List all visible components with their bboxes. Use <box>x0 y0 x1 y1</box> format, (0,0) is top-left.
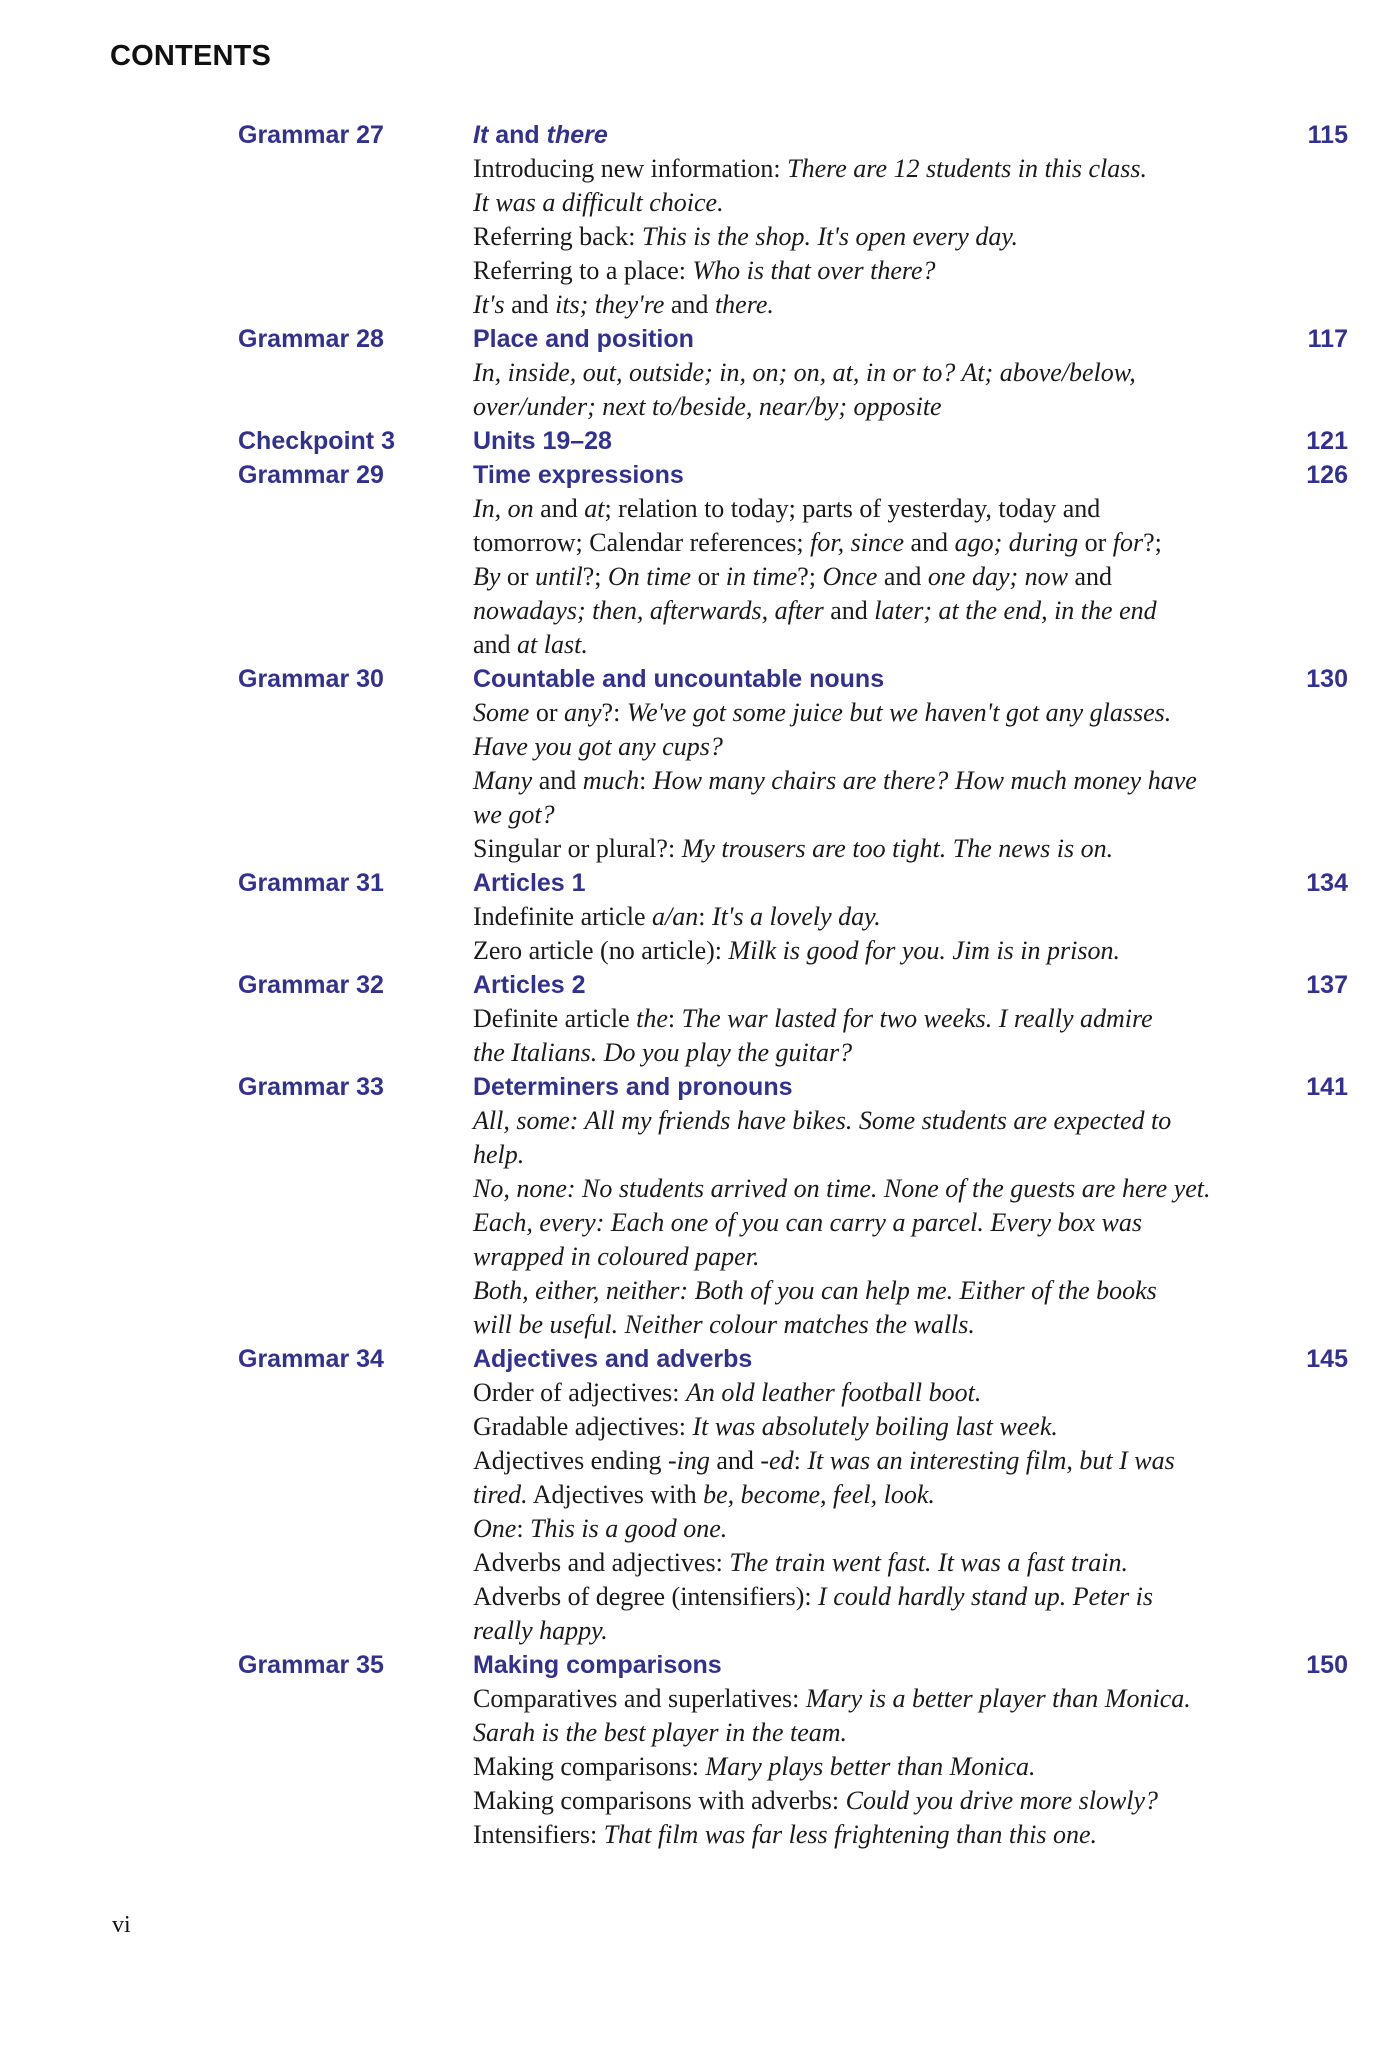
unit-label: Grammar 27 <box>238 121 384 149</box>
description-line <box>473 1036 1288 1070</box>
description-line <box>473 798 1288 832</box>
example-text: in time <box>725 562 798 591</box>
description-text: and <box>532 766 583 795</box>
description-line <box>473 220 1288 254</box>
example-text: really happy. <box>473 1616 608 1645</box>
toc-entry <box>238 662 1348 866</box>
example-text: we got? <box>473 800 555 829</box>
description-line <box>473 1104 1288 1138</box>
description-line <box>473 390 1288 424</box>
page-number-ref: 130 <box>1306 665 1348 693</box>
description-text: : <box>516 1514 531 1543</box>
description-line <box>473 186 1288 220</box>
description-text: Adverbs and adjectives: <box>473 1548 730 1577</box>
description-text: Making comparisons: <box>473 1752 706 1781</box>
page-number-ref: 145 <box>1306 1345 1348 1373</box>
entry-title <box>473 968 1288 1002</box>
description-line <box>473 1478 1288 1512</box>
description-line <box>473 560 1288 594</box>
page-number: vi <box>112 1912 131 1938</box>
description-line <box>473 1682 1288 1716</box>
description-text: Adverbs of degree (intensifiers): <box>473 1582 819 1611</box>
description-text: and <box>904 528 955 557</box>
description-text: Gradable adjectives: <box>473 1412 693 1441</box>
entry-body <box>473 118 1288 322</box>
entry-body <box>473 662 1288 866</box>
example-text: We've got some juice but we haven't got any glasses. <box>626 698 1172 727</box>
page-number-ref: 115 <box>1307 121 1348 149</box>
description-line <box>473 1784 1288 1818</box>
toc-entry <box>238 866 1348 968</box>
description-text: Adjectives with <box>527 1480 704 1509</box>
description-line <box>473 1444 1288 1478</box>
title-segment: Place and position <box>473 325 694 353</box>
title-segment: Articles 1 <box>473 869 586 897</box>
example-text: Mary is a better player than Monica. <box>805 1684 1191 1713</box>
toc-entry <box>238 1342 1348 1648</box>
description-text: : <box>639 766 653 795</box>
entry-body <box>473 1070 1288 1342</box>
description-line <box>473 356 1288 390</box>
description-text: tomorrow; Calendar references; <box>473 528 811 557</box>
title-segment: Adjectives and adverbs <box>473 1345 753 1373</box>
example-text: Sarah is the best player in the team. <box>473 1718 848 1747</box>
entry-title <box>473 1342 1288 1376</box>
entry-title <box>473 866 1288 900</box>
entry-body <box>473 968 1288 1070</box>
example-text: nowadays; then, afterwards, after <box>473 596 824 625</box>
page-number-ref: 126 <box>1306 461 1348 489</box>
entry-body <box>473 866 1288 968</box>
title-segment: Units 19–28 <box>473 427 612 455</box>
description-text: ; relation to today; parts of yesterday, today and <box>604 494 1101 523</box>
unit-label: Grammar 29 <box>238 461 384 489</box>
contents-list <box>238 118 1348 1852</box>
example-text: one day; now <box>927 562 1069 591</box>
example-text: There are 12 students in this class. <box>787 154 1148 183</box>
example-text: for <box>1112 528 1144 557</box>
unit-label: Grammar 33 <box>238 1073 384 1101</box>
description-text: : <box>793 1446 808 1475</box>
entry-title <box>473 458 1288 492</box>
example-text: a/an <box>652 902 699 931</box>
description-line <box>473 764 1288 798</box>
description-line <box>473 526 1288 560</box>
example-text: This is the shop. It's open every day. <box>641 222 1018 251</box>
title-segment: and <box>488 121 547 149</box>
description-line <box>473 152 1288 186</box>
unit-label: Grammar 32 <box>238 971 384 999</box>
example-text: It's <box>473 290 505 319</box>
toc-entry <box>238 424 1348 458</box>
entry-title <box>473 1648 1288 1682</box>
description-text: and <box>877 562 928 591</box>
example-text: help. <box>473 1140 525 1169</box>
example-text: One <box>473 1514 517 1543</box>
page-number-ref: 150 <box>1306 1651 1348 1679</box>
description-text: Singular or plural?: <box>473 834 682 863</box>
description-text: : <box>698 902 712 931</box>
example-text: On time <box>608 562 692 591</box>
example-text: It's a lovely day. <box>712 902 881 931</box>
description-text: or <box>529 698 564 727</box>
description-line <box>473 1172 1288 1206</box>
description-line <box>473 594 1288 628</box>
description-line <box>473 1580 1288 1614</box>
unit-label: Checkpoint 3 <box>238 427 395 455</box>
example-text: at <box>584 494 605 523</box>
unit-label: Grammar 35 <box>238 1651 384 1679</box>
example-text: there. <box>714 290 774 319</box>
description-line <box>473 628 1288 662</box>
description-line <box>473 832 1288 866</box>
example-text: any <box>564 698 602 727</box>
example-text: This is a good one. <box>530 1514 728 1543</box>
example-text: The train went fast. It was a fast train. <box>729 1548 1129 1577</box>
example-text: its; they're <box>555 290 665 319</box>
example-text: Mary plays better than Monica. <box>705 1752 1036 1781</box>
description-line <box>473 696 1288 730</box>
description-text: or <box>1078 528 1113 557</box>
example-text: By <box>473 562 501 591</box>
example-text: Some <box>473 698 530 727</box>
description-line <box>473 492 1288 526</box>
description-line <box>473 1240 1288 1274</box>
entry-body <box>473 458 1288 662</box>
description-line <box>473 934 1288 968</box>
example-text: the <box>636 1004 668 1033</box>
example-text: Many <box>473 766 533 795</box>
description-line <box>473 900 1288 934</box>
toc-entry <box>238 1070 1348 1342</box>
example-text: Both, either, neither: Both of you can help me. Either of the books <box>473 1276 1157 1305</box>
unit-label: Grammar 28 <box>238 325 384 353</box>
example-text: until <box>535 562 583 591</box>
description-text: Referring to a place: <box>473 256 693 285</box>
description-text: : <box>667 1004 682 1033</box>
description-text: ?: <box>601 698 627 727</box>
unit-label: Grammar 30 <box>238 665 384 693</box>
description-line <box>473 1138 1288 1172</box>
title-segment: Time expressions <box>473 461 684 489</box>
description-line <box>473 1512 1288 1546</box>
description-text: and <box>709 1446 761 1475</box>
description-line <box>473 1206 1288 1240</box>
description-text: Adjectives ending <box>473 1446 668 1475</box>
description-text: Making comparisons with adverbs: <box>473 1786 846 1815</box>
example-text: over/under; next to/beside, near/by; opposite <box>473 392 942 421</box>
example-text: -ing <box>667 1446 710 1475</box>
example-text: That film was far less frightening than this one. <box>603 1820 1098 1849</box>
description-text: and <box>1068 562 1113 591</box>
entry-title <box>473 662 1288 696</box>
toc-entry <box>238 118 1348 322</box>
example-text: No, none: No students arrived on time. None of the guests are here yet. <box>473 1174 1211 1203</box>
title-segment: Making comparisons <box>473 1651 722 1679</box>
page-number-ref: 141 <box>1306 1073 1348 1101</box>
description-text: Order of adjectives: <box>473 1378 686 1407</box>
example-text: Who is that over there? <box>692 256 936 285</box>
example-text: Could you drive more slowly? <box>845 1786 1159 1815</box>
description-line <box>473 1716 1288 1750</box>
description-text: and <box>504 290 556 319</box>
description-text: and <box>664 290 715 319</box>
description-line <box>473 288 1288 322</box>
description-text: ?; <box>582 562 609 591</box>
example-text: at last. <box>517 630 588 659</box>
example-text: My trousers are too tight. The news is on. <box>681 834 1114 863</box>
title-segment: there <box>546 121 608 149</box>
example-text: I could hardly stand up. Peter is <box>818 1582 1153 1611</box>
example-text: It was a difficult choice. <box>473 188 724 217</box>
title-segment: It <box>473 121 489 149</box>
description-text: and <box>533 494 585 523</box>
unit-label: Grammar 31 <box>238 869 384 897</box>
example-text: later; at the end, in the end <box>874 596 1157 625</box>
description-line <box>473 1818 1288 1852</box>
unit-label: Grammar 34 <box>238 1345 384 1373</box>
entry-body <box>473 1648 1288 1852</box>
example-text: In, on <box>473 494 534 523</box>
example-text: Have you got any cups? <box>473 732 723 761</box>
description-text: Zero article (no article): <box>473 936 729 965</box>
description-text: ?; <box>1143 528 1162 557</box>
description-line <box>473 1274 1288 1308</box>
page-number-ref: 134 <box>1306 869 1348 897</box>
description-line <box>473 1546 1288 1580</box>
example-text: -ed <box>760 1446 794 1475</box>
example-text: Once <box>822 562 878 591</box>
title-segment: Articles 2 <box>473 971 586 999</box>
description-text: Intensifiers: <box>473 1820 604 1849</box>
entry-title <box>473 424 1288 458</box>
description-text: ?; <box>797 562 823 591</box>
example-text: Milk is good for you. Jim is in prison. <box>728 936 1120 965</box>
description-line <box>473 254 1288 288</box>
example-text: How many chairs are there? How much money have <box>652 766 1197 795</box>
description-line <box>473 730 1288 764</box>
example-text: The war lasted for two weeks. I really admire <box>681 1004 1153 1033</box>
entry-title <box>473 322 1288 356</box>
description-line <box>473 1750 1288 1784</box>
description-line <box>473 1410 1288 1444</box>
entry-body <box>473 1342 1288 1648</box>
example-text: In, inside, out, outside; in, on; on, at, in or to? At; above/below, <box>473 358 1136 387</box>
description-line <box>473 1376 1288 1410</box>
example-text: It was an interesting film, but I was <box>807 1446 1175 1475</box>
example-text: wrapped in coloured paper. <box>473 1242 760 1271</box>
description-text: and <box>473 630 518 659</box>
example-text: Each, every: Each one of you can carry a parcel. Every box was <box>473 1208 1143 1237</box>
page-heading: CONTENTS <box>110 40 272 72</box>
example-text: tired. <box>473 1480 528 1509</box>
toc-entry <box>238 968 1348 1070</box>
title-segment: Countable and uncountable nouns <box>473 665 885 693</box>
description-line <box>473 1308 1288 1342</box>
example-text: for, since <box>810 528 905 557</box>
page-number-ref: 121 <box>1306 427 1348 455</box>
description-text: Referring back: <box>473 222 642 251</box>
example-text: be, become, feel, look. <box>703 1480 935 1509</box>
page-number-ref: 117 <box>1307 325 1348 353</box>
title-segment: Determiners and pronouns <box>473 1073 793 1101</box>
example-text: An old leather football boot. <box>685 1378 982 1407</box>
description-text: and <box>823 596 875 625</box>
toc-entry <box>238 322 1348 424</box>
example-text: will be useful. Neither colour matches the walls. <box>473 1310 975 1339</box>
description-text: or <box>500 562 536 591</box>
entry-title <box>473 118 1288 152</box>
description-text: Introducing new information: <box>473 154 788 183</box>
example-text: much <box>582 766 640 795</box>
toc-entry <box>238 458 1348 662</box>
description-line <box>473 1002 1288 1036</box>
description-line <box>473 1614 1288 1648</box>
example-text: ago; during <box>954 528 1079 557</box>
entry-body <box>473 424 1288 458</box>
example-text: the Italians. Do you play the guitar? <box>473 1038 853 1067</box>
description-text: Definite article <box>473 1004 637 1033</box>
entry-title <box>473 1070 1288 1104</box>
entry-body <box>473 322 1288 424</box>
page-number-ref: 137 <box>1306 971 1348 999</box>
example-text: All, some: All my friends have bikes. Some students are expected to <box>473 1106 1172 1135</box>
description-text: Comparatives and superlatives: <box>473 1684 806 1713</box>
example-text: It was absolutely boiling last week. <box>692 1412 1058 1441</box>
description-text: or <box>691 562 726 591</box>
description-text: Indefinite article <box>473 902 653 931</box>
toc-entry <box>238 1648 1348 1852</box>
